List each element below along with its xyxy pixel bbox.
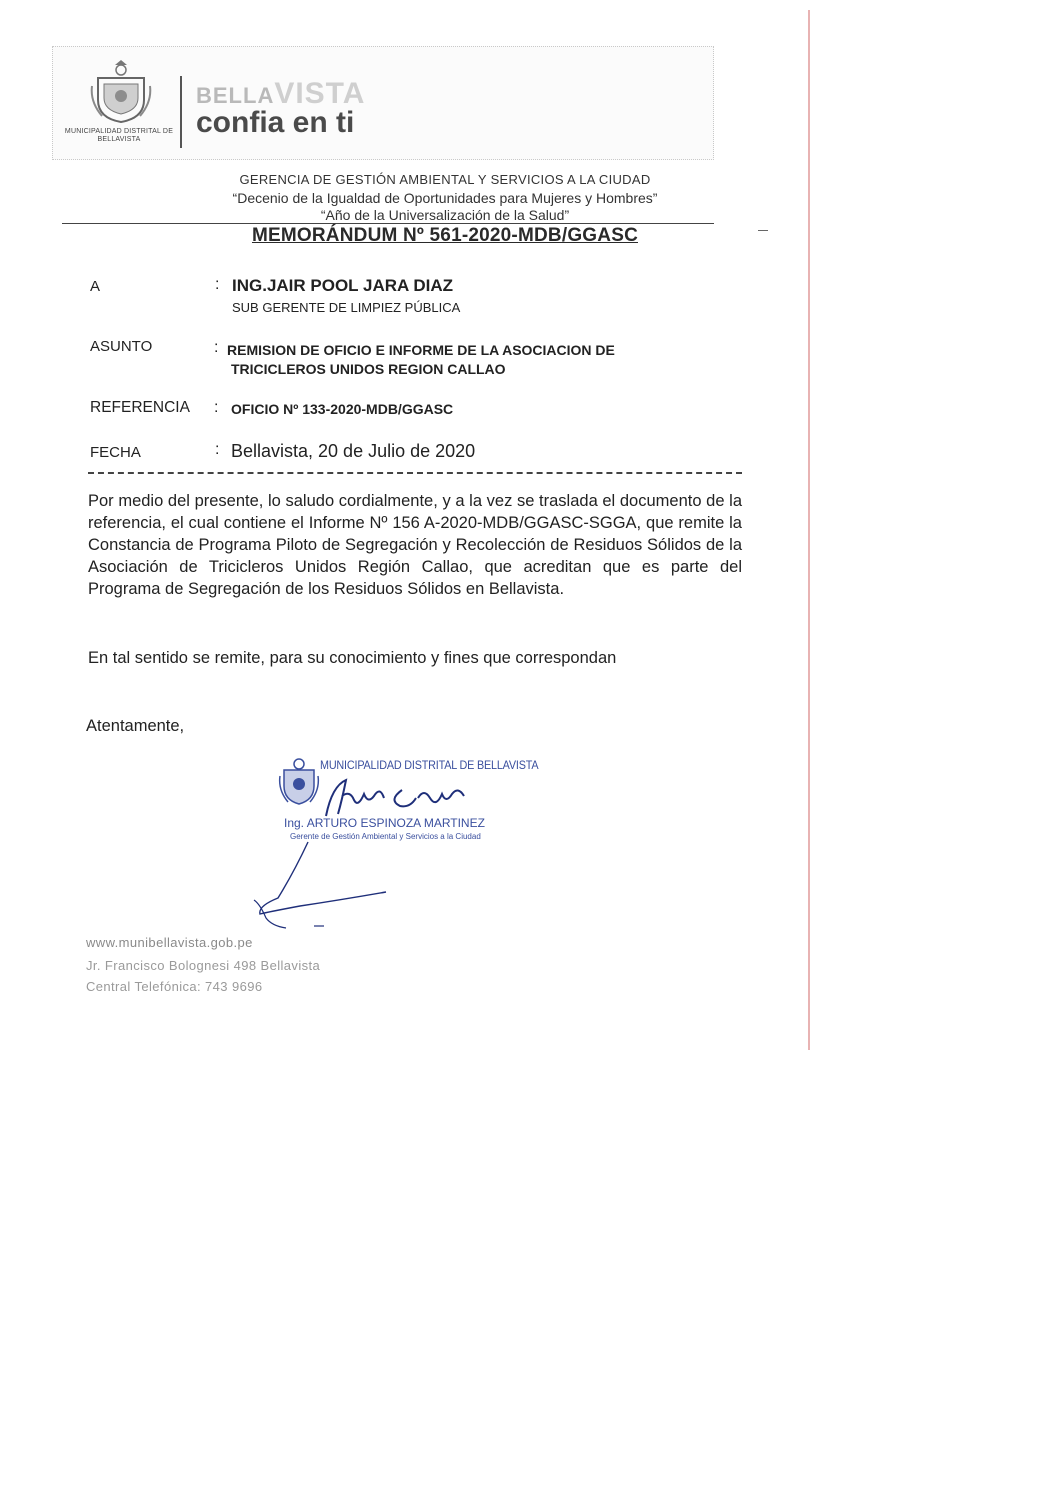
- salutation: Atentamente,: [86, 717, 185, 735]
- recipient-name: ING.JAIR POOL JARA DIAZ: [232, 276, 454, 295]
- closing-paragraph: En tal sentido se remite, para su conocimiento y fines que correspondan: [88, 649, 617, 667]
- field-label-fecha: FECHA: [90, 444, 141, 461]
- stamp-institution: MUNICIPALIDAD DISTRITAL DE BELLAVISTA: [320, 758, 539, 772]
- field-label-asunto: ASUNTO: [90, 338, 153, 355]
- body-paragraph: Por medio del presente, lo saludo cordialmente, y a la vez se traslada el documento de la referencia, el cual contiene el Informe Nº 156 A-2020-MDB/GGASC-SGGA, que remite la Constancia de Programa Piloto de Segregación y Recolección de Residuos Sólidos de la Asociación de Tricicleros Unidos Región Callao, que acreditan que es parte del Programa de Segregación de los Residuos Sólidos en Bellavista.: [88, 492, 742, 598]
- memo-title: MEMORÁNDUM Nº 561-2020-MDB/GGASC: [251, 225, 638, 246]
- signer-role: Gerente de Gestión Ambiental y Servicios a la Ciudad: [290, 832, 481, 841]
- subject-value: [227, 341, 747, 379]
- footer-address: Jr. Francisco Bolognesi 498 Bellavista: [86, 958, 321, 973]
- subject-line-1: REMISION DE OFICIO E INFORME DE LA ASOCIACION DE: [227, 342, 615, 358]
- field-label-referencia: REFERENCIA: [90, 399, 190, 416]
- field-colon: :: [215, 276, 220, 293]
- recipient-title: SUB GERENTE DE LIMPIEZ PÚBLICA: [232, 300, 461, 315]
- brand-part1: BELLA: [196, 83, 275, 108]
- scan-edge-line: [808, 10, 810, 1050]
- subject-line-2: TRICICLEROS UNIDOS REGION CALLAO: [231, 361, 506, 377]
- municipality-caption: MUNICIPALIDAD DISTRITAL DE BELLAVISTA: [64, 128, 174, 143]
- margin-dash: [758, 230, 768, 231]
- reference-value: OFICIO Nº 133-2020-MDB/GGASC: [231, 401, 454, 417]
- field-colon: :: [214, 339, 219, 356]
- banner-divider: [180, 76, 182, 148]
- footer-phone: Central Telefónica: 743 9696: [86, 979, 263, 994]
- handwritten-signature: [312, 776, 512, 820]
- signer-name: Ing. ARTURO ESPINOZA MARTINEZ: [284, 816, 485, 830]
- year-motto: “Año de la Universalización de la Salud”: [320, 207, 570, 223]
- pen-stroke: [250, 840, 390, 930]
- brand-slogan: confia en ti: [196, 106, 355, 139]
- field-label-a: A: [90, 278, 101, 295]
- field-colon: :: [214, 399, 219, 416]
- office-name: GERENCIA DE GESTIÓN AMBIENTAL Y SERVICIOS A LA CIUDAD: [239, 172, 651, 187]
- footer-website: www.munibellavista.gob.pe: [86, 935, 253, 950]
- field-colon: :: [215, 441, 220, 458]
- brand-part2: VISTA: [274, 77, 366, 110]
- decade-motto: “Decenio de la Igualdad de Oportunidades para Mujeres y Hombres”: [232, 190, 658, 206]
- title-rule: [62, 223, 714, 224]
- municipal-seal-icon: [88, 56, 154, 126]
- dashed-separator: [88, 472, 742, 474]
- date-value: Bellavista, 20 de Julio de 2020: [231, 441, 476, 461]
